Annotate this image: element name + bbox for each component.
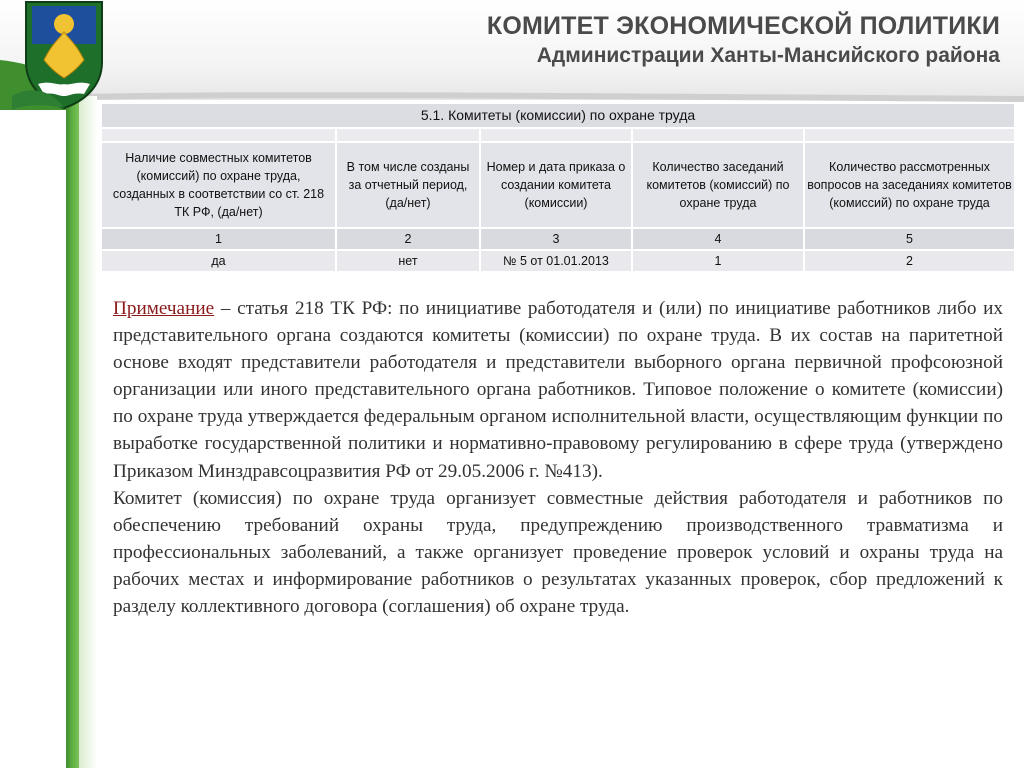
column-number-row [102, 229, 1014, 249]
table-cell: № 5 от 01.01.2013 [481, 251, 631, 271]
note-text [113, 295, 1003, 620]
table-title: 5.1. Комитеты (комиссии) по охране труда [102, 104, 1014, 127]
table-title-row [102, 104, 1014, 127]
column-header: Количество рассмотренных вопросов на заседаниях комитетов (комиссий) по охране труда [805, 143, 1014, 227]
column-number: 2 [337, 229, 479, 249]
left-green-stripe [66, 96, 79, 768]
table-cell [633, 129, 803, 141]
table-cell [805, 129, 1014, 141]
table-cell: 1 [633, 251, 803, 271]
page-subtitle: Администрации Ханты-Мансийского района [536, 44, 1000, 67]
note-paragraph-1-text: – статья 218 ТК РФ: по инициативе работодателя и (или) по инициативе работников либо их представительного органа создаются комитеты (комиссии) по охране труда. В их состав на паритетной основе входят представители работодателя и представители выборного органа первичной профсоюзной организации или иного представительного органа работников. Типовое положение о комитете (комиссии) по охране труда утверждается федеральным органом исполнительной власти, осуществляющим функции по выработке государственной политики и нормативно-правовому регулированию в сфере труда (утверждено Приказом Минздравсоцразвития РФ от 29.05.2006 г. №413). [113, 298, 1003, 482]
table-cell [481, 129, 631, 141]
column-number: 5 [805, 229, 1014, 249]
table-cell [337, 129, 479, 141]
column-header: Наличие совместных комитетов (комиссий) по охране труда, созданных в соответствии со ст. 218 ТК РФ, (да/нет) [102, 143, 335, 227]
table-spacer-row [102, 129, 1014, 141]
note-paragraph [113, 295, 1003, 485]
column-header: Номер и дата приказа о создании комитета (комиссии) [481, 143, 631, 227]
note-label: Примечание [113, 298, 215, 319]
table-cell [102, 129, 335, 141]
table-row [102, 251, 1014, 271]
table-cell: 2 [805, 251, 1014, 271]
column-number: 4 [633, 229, 803, 249]
table-cell: да [102, 251, 335, 271]
column-number: 3 [481, 229, 631, 249]
coat-of-arms-logo [4, 0, 114, 112]
note-paragraph-2: Комитет (комиссия) по охране труда организует совместные действия работодателя и работников по обеспечению требований охраны труда, предупреждению производственного травматизма и профессиональных заболеваний, а также организует проведение проверок условий и охраны труда на рабочих местах и информирование работников о результатах указанных проверок, сбор предложений к разделу коллективного договора (соглашения) об охране труда. [113, 487, 1003, 618]
table-header-row [102, 143, 1014, 227]
column-number: 1 [102, 229, 335, 249]
left-stripe-shade [79, 96, 97, 768]
labor-safety-committees-table [100, 102, 1016, 273]
page-title: КОМИТЕТ ЭКОНОМИЧЕСКОЙ ПОЛИТИКИ [486, 12, 1000, 40]
column-header: В том числе созданы за отчетный период, (да/нет) [337, 143, 479, 227]
column-header: Количество заседаний комитетов (комиссий) по охране труда [633, 143, 803, 227]
table-cell: нет [337, 251, 479, 271]
